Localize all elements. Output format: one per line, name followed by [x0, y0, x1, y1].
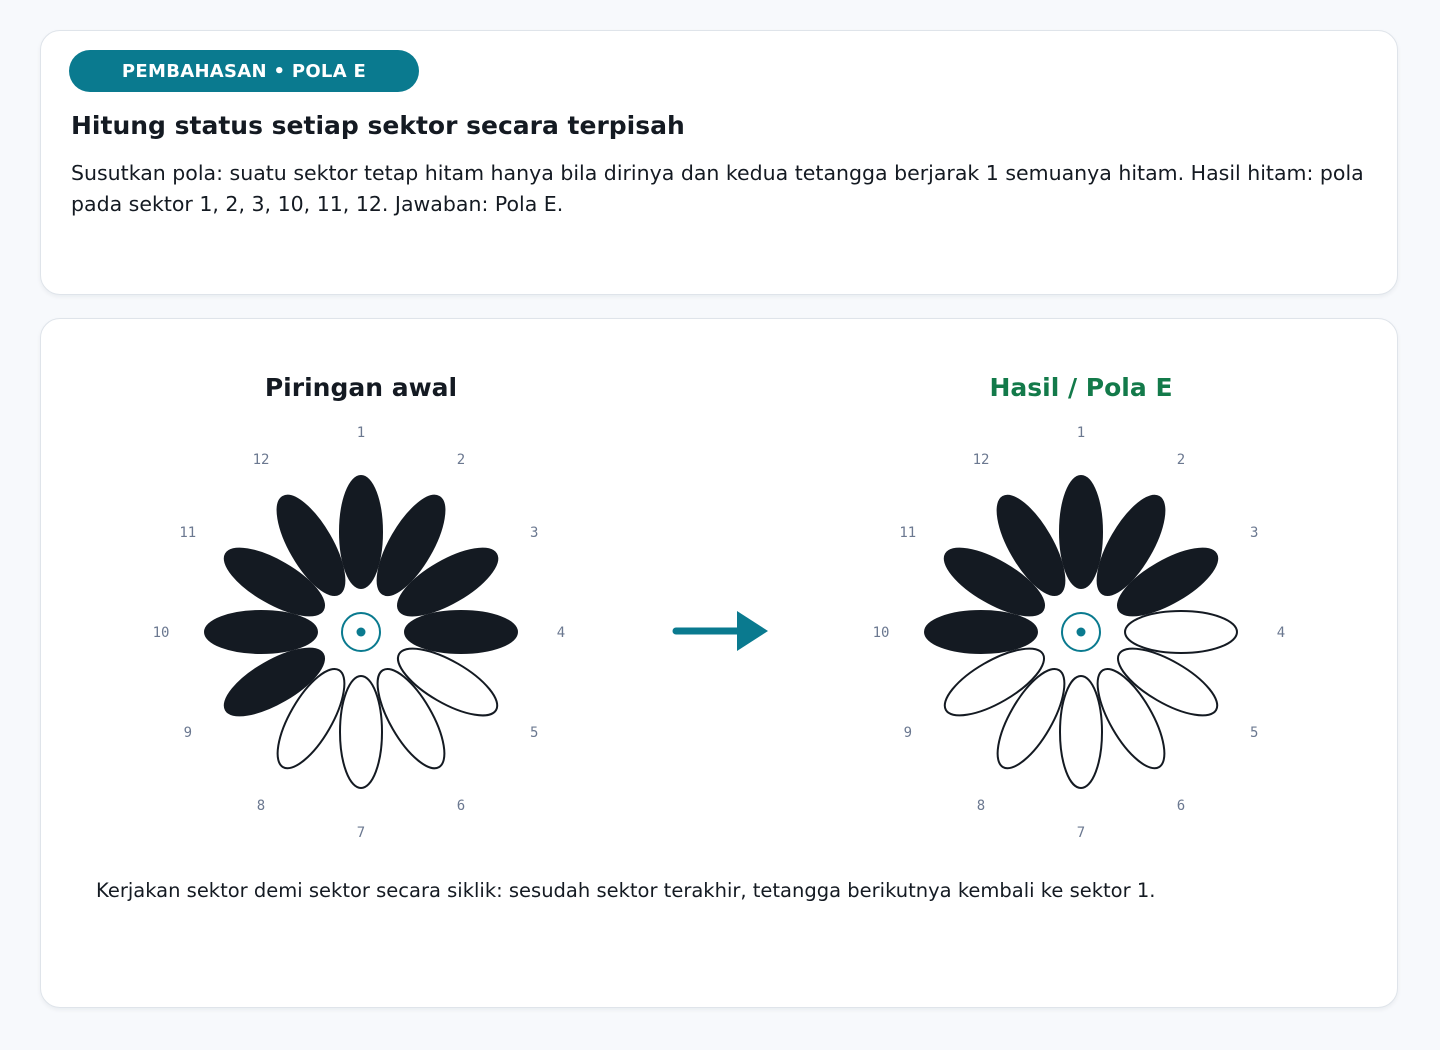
result-petal-10: [925, 611, 1037, 653]
initial-sector-label-5: 5: [529, 725, 539, 741]
disc-diagram: [41, 319, 1397, 1007]
initial-sector-label-4: 4: [556, 625, 566, 641]
result-sector-label-2: 2: [1176, 451, 1186, 468]
footnote: Kerjakan sektor demi sektor secara siklik: sesudah sektor terakhir, tetangga berikutnya kembali ke sektor 1.: [96, 879, 1156, 902]
result-petal-4: [1125, 611, 1237, 653]
result-disc-title: Hasil / Pola E: [989, 373, 1173, 402]
initial-sector-label-2: 2: [456, 451, 466, 468]
result-sector-label-12: 12: [972, 451, 990, 468]
initial-sector-label-1: 1: [356, 425, 366, 441]
result-sector-label-3: 3: [1249, 525, 1259, 541]
section-badge: PEMBAHASAN • POLA E: [69, 50, 419, 92]
result-petal-7: [1060, 676, 1102, 788]
explanation-card: [40, 30, 1398, 295]
right-arrow-icon: [676, 611, 768, 651]
figure-card: [40, 318, 1398, 1008]
initial-sector-label-12: 12: [252, 451, 270, 468]
initial-disc-title: Piringan awal: [264, 373, 458, 402]
result-petal-1: [1060, 476, 1102, 588]
result-sector-label-7: 7: [1076, 825, 1086, 841]
initial-sector-label-3: 3: [529, 525, 539, 541]
initial-petal-7: [340, 676, 382, 788]
result-sector-label-4: 4: [1276, 625, 1286, 641]
explanation-text: Susutkan pola: suatu sektor tetap hitam hanya bila dirinya dan kedua tetangga berjarak 1 semuanya hitam. Hasil hitam: pola pada sektor 1, 2, 3, 10, 11, 12. Jawaban: Pola E.: [71, 161, 1364, 216]
initial-sector-label-7: 7: [356, 825, 366, 841]
initial-sector-label-6: 6: [456, 798, 466, 815]
initial-sector-label-11: 11: [179, 525, 197, 541]
initial-disc: [153, 425, 566, 841]
result-sector-label-6: 6: [1176, 798, 1186, 815]
result-sector-label-8: 8: [976, 798, 986, 815]
result-sector-label-9: 9: [903, 725, 913, 741]
explanation-title: Hitung status setiap sektor secara terpisah: [71, 111, 685, 140]
initial-petal-10: [205, 611, 317, 653]
initial-petal-1: [340, 476, 382, 588]
initial-sector-label-8: 8: [256, 798, 266, 815]
result-center-dot: [1077, 628, 1086, 637]
result-disc: [873, 425, 1286, 841]
initial-petal-4: [405, 611, 517, 653]
initial-sector-label-10: 10: [152, 625, 170, 641]
result-sector-label-1: 1: [1076, 425, 1086, 441]
result-sector-label-5: 5: [1249, 725, 1259, 741]
initial-sector-label-9: 9: [183, 725, 193, 741]
result-sector-label-10: 10: [872, 625, 890, 641]
initial-center-dot: [357, 628, 366, 637]
result-sector-label-11: 11: [899, 525, 917, 541]
